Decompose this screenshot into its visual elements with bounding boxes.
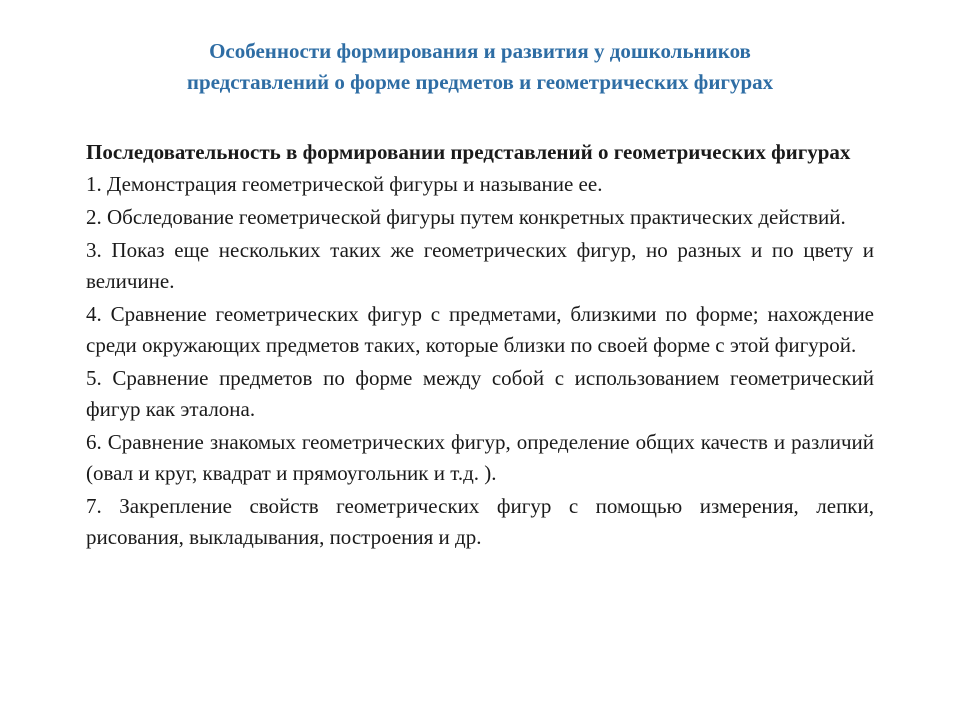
list-item-2: 2. Обследование геометрической фигуры путем конкретных практических действий. <box>86 205 846 229</box>
list-item-7: 7. Закрепление свойств геометрических фигур с помощью измерения, лепки, рисования, выкладывания, построения и др. <box>86 494 874 549</box>
slide-content <box>86 138 874 555</box>
list-item-3: 3. Показ еще нескольких таких же геометрических фигур, но разных и по цвету и величине. <box>86 238 874 293</box>
slide-title-line-2: представлений о форме предметов и геометрических фигурах <box>186 70 774 94</box>
list-item-4: 4. Сравнение геометрических фигур с предметами, близкими по форме; нахождение среди окружающих предметов таких, которые близки по своей форме с этой фигурой. <box>86 302 874 357</box>
slide-title <box>60 36 900 98</box>
slide-title-line-1: Особенности формирования и развития у дошкольников <box>209 39 751 63</box>
list-item-5: 5. Сравнение предметов по форме между собой с использованием геометрический фигур как эталона. <box>86 366 874 421</box>
section-heading: Последовательность в формировании представлений о геометрических фигурах <box>86 140 851 164</box>
list-item-6: 6. Сравнение знакомых геометрических фигур, определение общих качеств и различий (овал и круг, квадрат и прямоугольник и т.д. ). <box>86 430 874 485</box>
list-item-1: 1. Демонстрация геометрической фигуры и называние ее. <box>86 172 603 196</box>
